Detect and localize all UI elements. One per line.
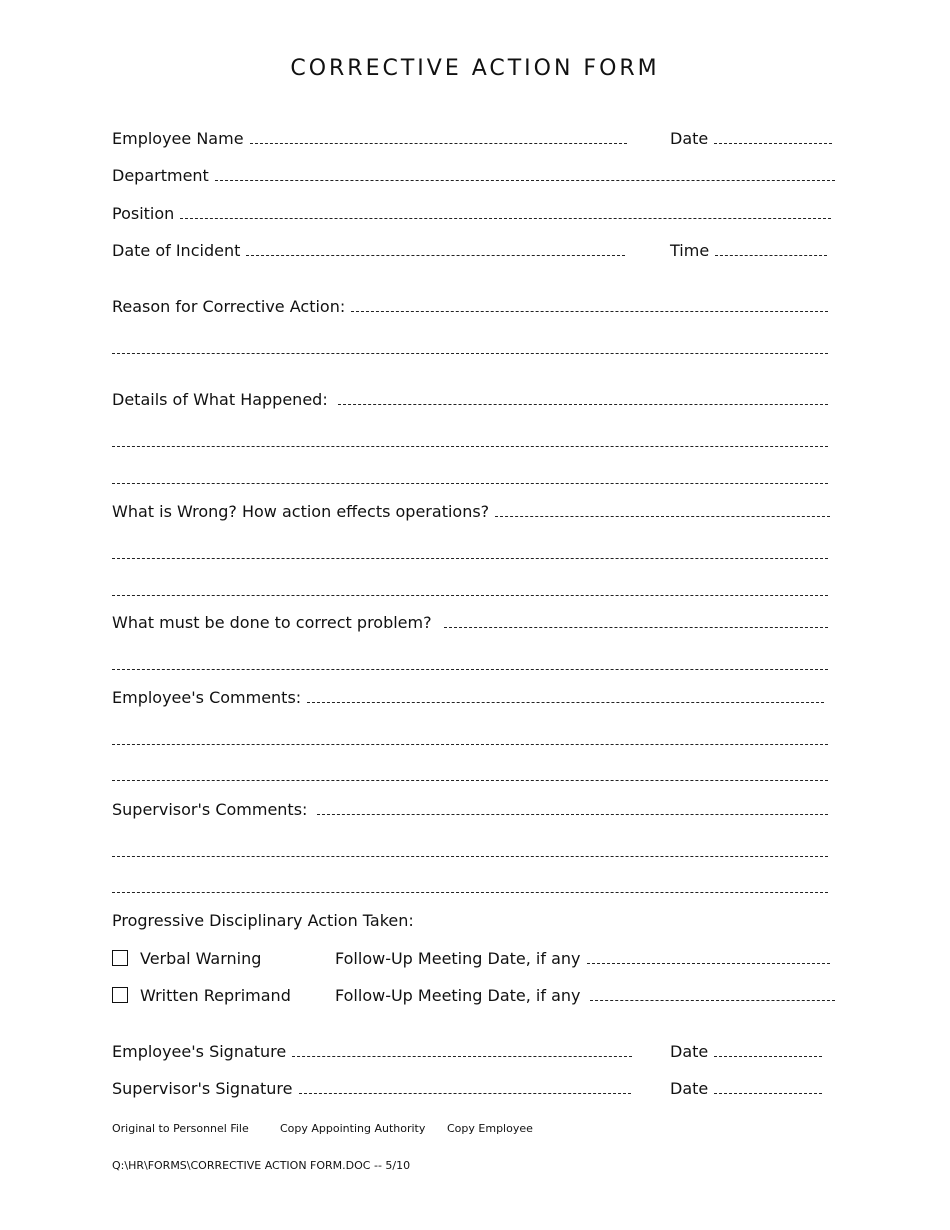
correction-field[interactable] bbox=[444, 612, 828, 628]
written-reprimand-checkbox[interactable] bbox=[112, 987, 128, 1003]
correction-row bbox=[112, 612, 828, 634]
time-row bbox=[670, 240, 827, 262]
verbal-warning-checkbox[interactable] bbox=[112, 950, 128, 966]
department-row bbox=[112, 165, 835, 187]
supervisor-comments-field[interactable] bbox=[317, 799, 828, 815]
supervisor-signature-label: Supervisor's Signature bbox=[112, 1079, 293, 1098]
verbal-warning-label: Verbal Warning bbox=[140, 949, 262, 968]
form-title: CORRECTIVE ACTION FORM bbox=[290, 56, 660, 81]
details-line[interactable] bbox=[112, 446, 828, 447]
disciplinary-heading: Progressive Disciplinary Action Taken: bbox=[112, 911, 414, 930]
supervisor-signature-field[interactable] bbox=[299, 1078, 632, 1094]
supervisor-signature-date-row bbox=[670, 1078, 822, 1100]
correction-label: What must be done to correct problem? bbox=[112, 613, 432, 632]
verbal-followup-date-field[interactable] bbox=[587, 948, 831, 964]
written-reprimand-option[interactable] bbox=[112, 985, 291, 1007]
what-wrong-line[interactable] bbox=[112, 595, 828, 596]
employee-signature-field[interactable] bbox=[292, 1041, 632, 1057]
supervisor-comments-row bbox=[112, 799, 828, 821]
employee-signature-date-label: Date bbox=[670, 1042, 709, 1061]
date-of-incident-field[interactable] bbox=[246, 240, 625, 256]
supervisor-comments-label: Supervisor's Comments: bbox=[112, 800, 308, 819]
correction-line[interactable] bbox=[112, 669, 828, 670]
position-field[interactable] bbox=[180, 203, 831, 219]
details-line[interactable] bbox=[112, 483, 828, 484]
supervisor-comments-line[interactable] bbox=[112, 856, 828, 857]
employee-signature-date-row bbox=[670, 1041, 822, 1063]
date-row bbox=[670, 128, 832, 150]
department-label: Department bbox=[112, 166, 209, 185]
time-label: Time bbox=[670, 241, 710, 260]
written-followup-date-field[interactable] bbox=[590, 985, 836, 1001]
employee-name-label: Employee Name bbox=[112, 129, 244, 148]
position-row bbox=[112, 203, 831, 225]
supervisor-signature-date-field[interactable] bbox=[714, 1078, 822, 1094]
department-field[interactable] bbox=[215, 165, 835, 181]
what-wrong-label: What is Wrong? How action effects operations? bbox=[112, 502, 490, 521]
employee-signature-row bbox=[112, 1041, 632, 1063]
supervisor-signature-row bbox=[112, 1078, 631, 1100]
employee-signature-date-field[interactable] bbox=[714, 1041, 822, 1057]
reason-field[interactable] bbox=[351, 296, 828, 312]
employee-comments-label: Employee's Comments: bbox=[112, 688, 302, 707]
employee-name-field[interactable] bbox=[250, 128, 627, 144]
verbal-followup-row bbox=[335, 948, 830, 970]
date-field[interactable] bbox=[714, 128, 832, 144]
what-wrong-line[interactable] bbox=[112, 558, 828, 559]
date-of-incident-row bbox=[112, 240, 625, 262]
time-field[interactable] bbox=[715, 240, 827, 256]
written-followup-label: Follow-Up Meeting Date, if any bbox=[335, 986, 581, 1005]
position-label: Position bbox=[112, 204, 175, 223]
verbal-warning-option[interactable] bbox=[112, 948, 261, 970]
distribution-original: Original to Personnel File bbox=[112, 1122, 249, 1135]
file-path: Q:\HR\FORMS\CORRECTIVE ACTION FORM.DOC -- 5/10 bbox=[112, 1159, 411, 1172]
distribution-employee: Copy Employee bbox=[447, 1122, 533, 1135]
employee-comments-row bbox=[112, 687, 824, 709]
details-field[interactable] bbox=[338, 389, 828, 405]
supervisor-comments-line[interactable] bbox=[112, 892, 828, 893]
details-label: Details of What Happened: bbox=[112, 390, 328, 409]
verbal-followup-label: Follow-Up Meeting Date, if any bbox=[335, 949, 581, 968]
reason-row bbox=[112, 296, 828, 318]
reason-line[interactable] bbox=[112, 353, 828, 354]
what-wrong-field[interactable] bbox=[495, 501, 830, 517]
employee-comments-line[interactable] bbox=[112, 744, 828, 745]
employee-comments-field[interactable] bbox=[307, 687, 824, 703]
written-followup-row bbox=[335, 985, 835, 1007]
supervisor-signature-date-label: Date bbox=[670, 1079, 709, 1098]
what-wrong-row bbox=[112, 501, 830, 523]
details-row bbox=[112, 389, 828, 411]
distribution-appointing-authority: Copy Appointing Authority bbox=[280, 1122, 426, 1135]
reason-label: Reason for Corrective Action: bbox=[112, 297, 346, 316]
written-reprimand-label: Written Reprimand bbox=[140, 986, 291, 1005]
employee-name-row bbox=[112, 128, 627, 150]
date-label: Date bbox=[670, 129, 709, 148]
employee-comments-line[interactable] bbox=[112, 780, 828, 781]
date-of-incident-label: Date of Incident bbox=[112, 241, 241, 260]
employee-signature-label: Employee's Signature bbox=[112, 1042, 287, 1061]
